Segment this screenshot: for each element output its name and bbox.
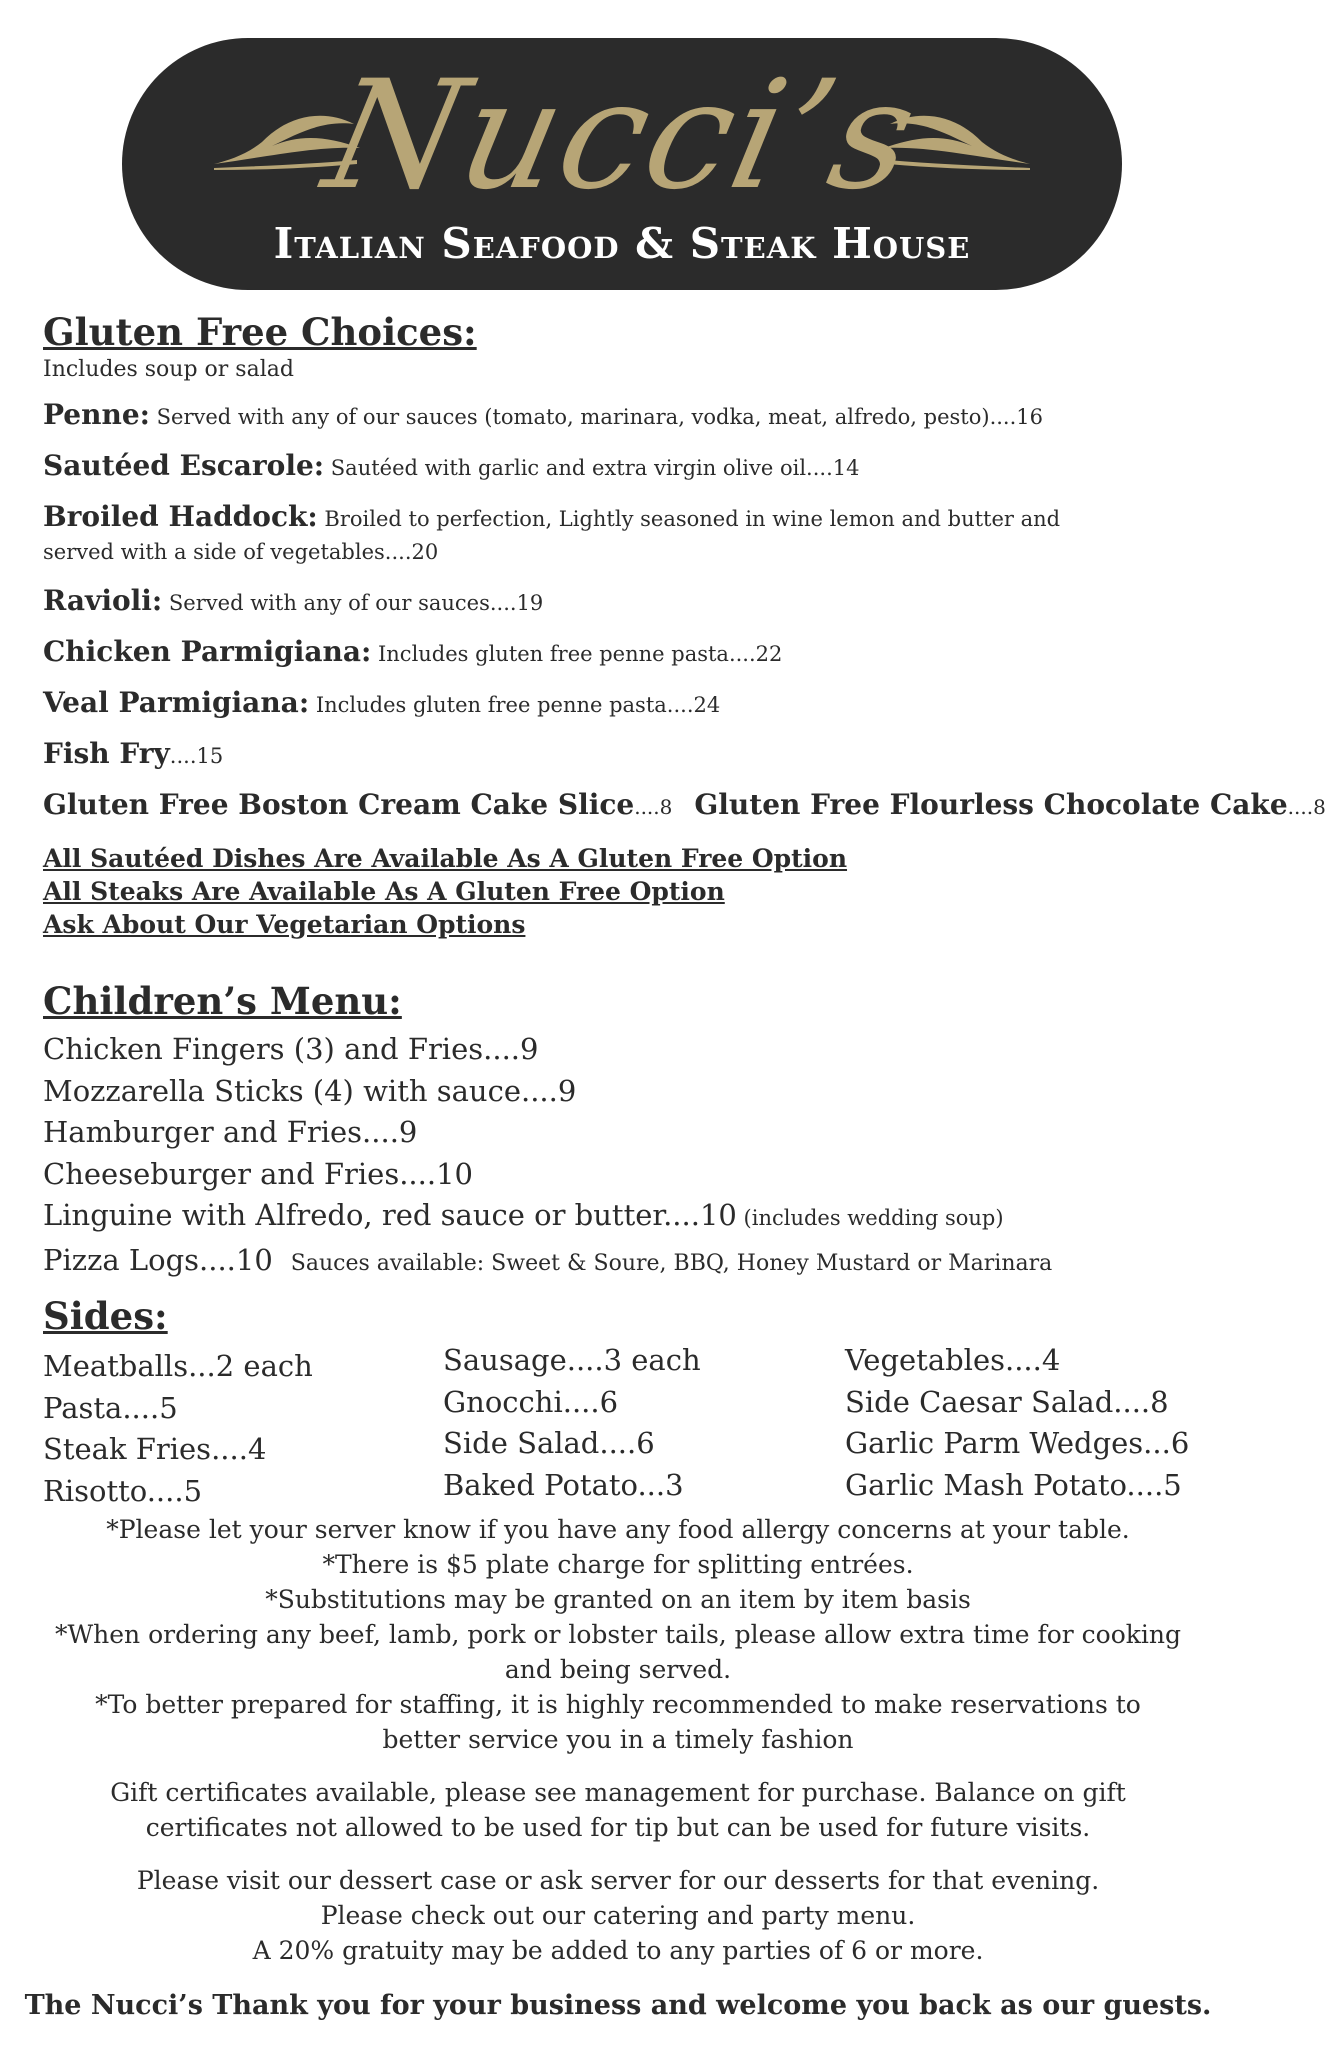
notice-steaks: All Steaks Are Available As A Gluten Free Option <box>43 877 725 906</box>
children-menu-title: Children’s Menu: <box>43 979 402 1023</box>
gf-item-ravioli <box>43 584 1203 620</box>
side-item: Baked Potato...3 <box>443 1467 684 1502</box>
policy-notes <box>0 1512 1236 1757</box>
sides-title: Sides: <box>43 1294 168 1338</box>
side-item: Vegetables....4 <box>845 1343 1061 1377</box>
cake-name: Gluten Free Flourless Chocolate Cake <box>694 788 1288 821</box>
side-item: Risotto....5 <box>43 1473 203 1508</box>
item-desc: Served with any of our sauces (tomato, marinara, vodka, meat, alfredo, pesto)....16 <box>149 405 1044 429</box>
linguine-text: Linguine with Alfredo, red sauce or butter....10 <box>43 1198 737 1232</box>
thank-you-line: The Nucci’s Thank you for your business and welcome you back as our guests. <box>24 1990 1212 2021</box>
gf-item-chicken-parm <box>43 635 1203 671</box>
item-desc: Includes gluten free penne pasta....24 <box>309 693 721 717</box>
sides-column-1 <box>43 1346 313 1512</box>
policy-line: *Substitutions may be granted on an item by item basis <box>265 1585 971 1614</box>
policy-line: *When ordering any beef, lamb, pork or lobster tails, please allow extra time for cooking <box>54 1620 1182 1649</box>
linguine-note: (includes wedding soup) <box>736 1206 1004 1230</box>
pizza-sauces: Sauces available: Sweet & Soure, BBQ, Honey Mustard or Marinara <box>290 1250 1053 1276</box>
item-name: Fish Fry <box>43 737 170 770</box>
dessert-note <box>0 1863 1236 1968</box>
cake-price: ....8 <box>634 795 673 819</box>
kid-item: Cheeseburger and Fries....10 <box>43 1156 473 1191</box>
item-name: Broiled Haddock: <box>43 500 318 533</box>
item-name: Sautéed Escarole: <box>43 449 325 482</box>
sides-column-3 <box>845 1340 1189 1506</box>
menu-content <box>43 310 1326 1508</box>
item-name: Ravioli: <box>43 584 163 617</box>
gluten-free-list <box>43 398 1326 824</box>
side-item: Sausage....3 each <box>443 1343 701 1377</box>
policy-line: *Please let your server know if you have any food allergy concerns at your table. <box>106 1515 1130 1544</box>
gf-item-veal-parm <box>43 686 1203 722</box>
sides-grid <box>43 1340 1203 1508</box>
item-desc: Includes gluten free penne pasta....22 <box>371 642 783 666</box>
side-item: Garlic Parm Wedges...6 <box>845 1426 1190 1460</box>
policy-line: and being served. <box>504 1655 732 1684</box>
item-desc: Served with any of our sauces....19 <box>162 591 544 615</box>
gift-line: Gift certificates available, please see management for purchase. Balance on gift <box>110 1778 1126 1807</box>
item-desc: Sautéed with garlic and extra virgin olive oil....14 <box>324 456 860 480</box>
item-desc: ....15 <box>169 744 224 768</box>
policy-line: better service you in a timely fashion <box>382 1725 854 1754</box>
side-item: Meatballs...2 each <box>43 1349 313 1383</box>
sides-column-2 <box>443 1340 701 1506</box>
dessert-line: A 20% gratuity may be added to any parties of 6 or more. <box>252 1936 984 1965</box>
pizza-text: Pizza Logs....10 <box>43 1242 273 1277</box>
dessert-line: Please visit our dessert case or ask server for our desserts for that evening. <box>136 1866 1100 1895</box>
footer-notes <box>0 1512 1236 2024</box>
item-name: Chicken Parmigiana: <box>43 635 372 668</box>
children-menu <box>43 979 1203 1284</box>
gift-line: certificates not allowed to be used for tip but can be used for future visits. <box>145 1813 1091 1842</box>
kid-item-linguine <box>43 1195 1203 1240</box>
kid-item: Chicken Fingers (3) and Fries....9 <box>43 1032 539 1066</box>
logo-subtitle: Italian Seafood & Steak House <box>273 219 971 268</box>
side-item: Steak Fries....4 <box>43 1432 267 1466</box>
kid-item: Mozzarella Sticks (4) with sauce....9 <box>43 1073 577 1108</box>
logo-script-text: Nucci’s <box>312 49 932 223</box>
children-menu-list <box>43 1029 1203 1284</box>
dessert-line: Please check out our catering and party menu. <box>320 1901 916 1930</box>
notice-vegetarian: Ask About Our Vegetarian Options <box>43 910 526 939</box>
logo-banner <box>122 38 1122 290</box>
gf-item-escarole <box>43 449 1203 485</box>
policy-line: *There is $5 plate charge for splitting entrées. <box>322 1550 914 1579</box>
side-item: Garlic Mash Potato....5 <box>845 1467 1182 1502</box>
policy-line: *To better prepared for staffing, it is highly recommended to make reservations to <box>95 1690 1141 1719</box>
item-name: Veal Parmigiana: <box>43 686 310 719</box>
notice-sauteed: All Sautéed Dishes Are Available As A Gluten Free Option <box>43 844 848 873</box>
cake-price: ....8 <box>1287 795 1326 819</box>
gf-item-penne <box>43 398 1203 434</box>
kid-item-pizza-logs <box>43 1240 1203 1285</box>
gluten-free-note: Includes soup or salad <box>43 357 294 382</box>
sides-section <box>43 1294 1203 1508</box>
kid-item: Hamburger and Fries....9 <box>43 1115 418 1149</box>
gluten-free-notices <box>43 842 1203 941</box>
side-item: Pasta....5 <box>43 1390 178 1425</box>
side-item: Gnocchi....6 <box>443 1384 619 1419</box>
gf-item-fish-fry <box>43 737 1203 773</box>
gift-certificate-note <box>0 1775 1236 1845</box>
item-desc: Broiled to perfection, Lightly seasoned in wine lemon and butter and served with a side of vegetables....20 <box>43 507 1061 564</box>
side-item: Side Salad....6 <box>443 1426 655 1460</box>
item-name: Penne: <box>43 398 150 431</box>
gf-cakes-row <box>43 788 1326 824</box>
side-item: Side Caesar Salad....8 <box>845 1384 1169 1419</box>
gluten-free-title: Gluten Free Choices: <box>43 310 477 354</box>
gf-item-haddock <box>43 500 1123 569</box>
cake-name: Gluten Free Boston Cream Cake Slice <box>43 788 635 821</box>
